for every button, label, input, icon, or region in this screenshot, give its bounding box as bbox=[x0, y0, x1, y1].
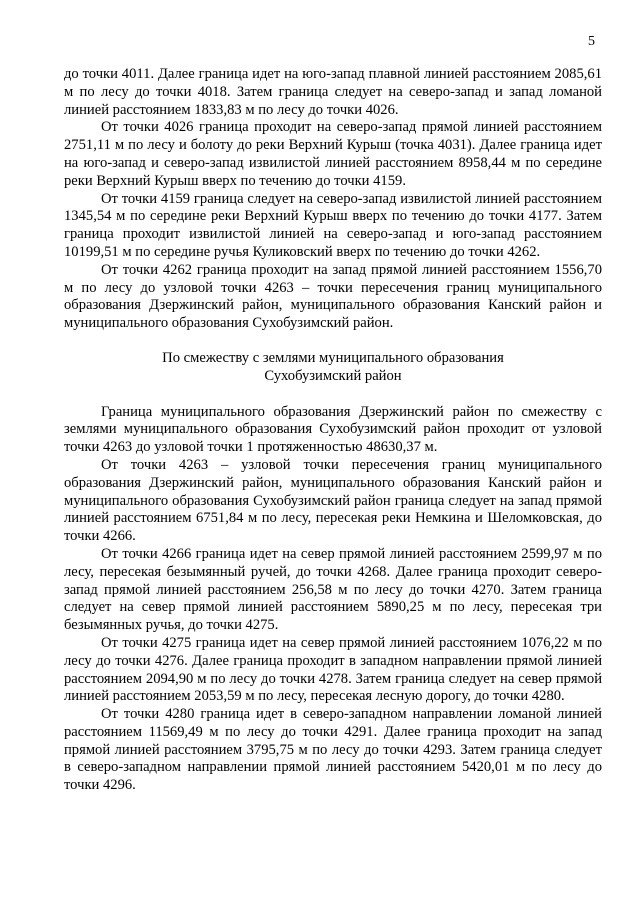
paragraph: От точки 4159 граница следует на северо-запад извилистой линией расстоянием 1345,54 м по середине реки Верхний Курыш вверх по течению до точки 4177. Затем граница проходит извилистой линией на северо-запад и юго-запад расстоянием 10199,51 м по середине ручья Куликовский вверх по течению до точки 4262. bbox=[64, 190, 602, 260]
paragraph: От точки 4262 граница проходит на запад прямой линией расстоянием 1556,70 м по лесу до узловой точки 4263 – точки пересечения границ муниципального образования Дзержинский район, муниципального образования Канский район и муниципального образования Сухобузимский район. bbox=[64, 261, 602, 332]
paragraph: От точки 4266 граница идет на север прямой линией расстоянием 2599,97 м по лесу, пересекая безымянный ручей, до точки 4268. Далее граница проходит северо-запад прямой линией расстоянием 256,58 м по лесу до точки 4270. Затем граница следует на север прямой линией расстоянием 5890,25 м по лесу, пересекая три безымянных ручья, до точки 4275. bbox=[64, 545, 602, 634]
section-heading bbox=[64, 350, 602, 386]
document-body bbox=[64, 66, 602, 795]
paragraph: От точки 4280 граница идет в северо-западном направлении ломаной линией расстоянием 11569,49 м по лесу до точки 4291. Далее граница проходит на запад прямой линией расстоянием 3795,75 м по лесу до точки 4293. Затем граница следует в северо-западном направлении прямой линией расстоянием 5420,01 м по лесу до точки 4296. bbox=[64, 706, 602, 794]
paragraph: От точки 4263 – узловой точки пересечения границ муниципального образования Дзержинский район, муниципального образования Канский район и муниципального образования Сухобузимский район граница следует на запад прямой линией расстоянием 6751,84 м по лесу, пересекая реки Немкина и Шеломковская, до точки 4266. bbox=[64, 456, 602, 545]
paragraph: От точки 4275 граница идет на север прямой линией расстоянием 1076,22 м по лесу до точки 4276. Далее граница проходит в западном направлении прямой линией расстоянием 2094,90 м по лесу до точки 4278. Затем граница следует на север прямой линией расстоянием 2053,59 м по лесу, пересекая лесную дорогу, до точки 4280. bbox=[64, 634, 602, 705]
paragraph: Граница муниципального образования Дзержинский район по смежеству с землями муниципального образования Сухобузимский район проходит от узловой точки 4263 до узловой точки 1 протяженностью 48630,37 м. bbox=[64, 403, 602, 456]
paragraph: От точки 4026 граница проходит на северо-запад прямой линией расстоянием 2751,11 м по лесу и болоту до реки Верхний Курыш (точка 4031). Далее граница идет на юго-запад и северо-запад извилистой линией расстоянием 8958,44 м по середине реки Верхний Курыш вверх по течению до точки 4159. bbox=[64, 119, 602, 189]
paragraph-continuation: до точки 4011. Далее граница идет на юго-запад плавной линией расстоянием 2085,61 м по лесу до точки 4018. Затем граница следует на северо-запад и запад ломаной линией расстоянием 1833,83 м по лесу до точки 4026. bbox=[64, 66, 602, 118]
page-number: 5 bbox=[588, 34, 595, 49]
section-heading-line-2: Сухобузимский район bbox=[264, 367, 402, 384]
section-heading-line-1: По смежеству с землями муниципального образования bbox=[162, 349, 504, 366]
